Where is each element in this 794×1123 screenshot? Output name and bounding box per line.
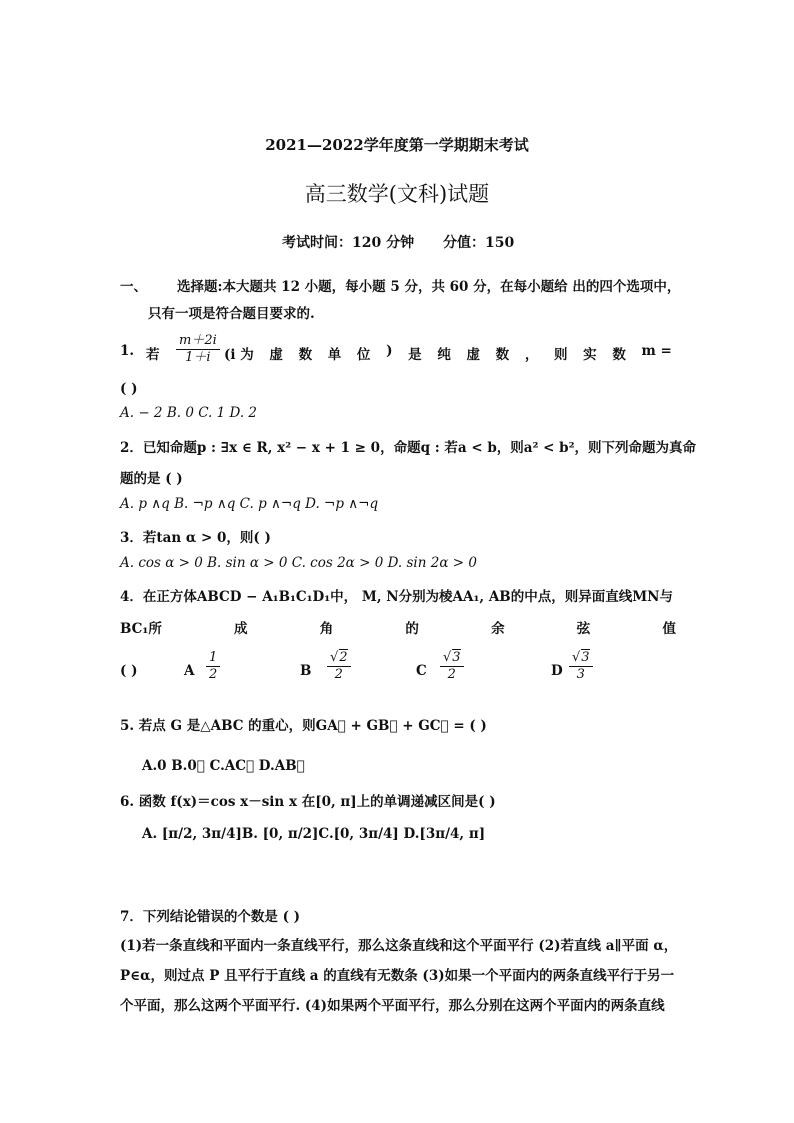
q1-answer-paren: ( ) [120,381,138,397]
q4-option-a-frac [206,650,220,683]
q1-word: 则 [554,347,568,363]
q4-a-num: 1 [206,650,220,667]
section-instruction-line1: 选择题:本大题共 12 小题，每小题 5 分，共 60 分，在每小题给 出的四个选项中， [177,279,681,295]
q1-word: 数 [298,347,313,363]
q2-stem-line2: 题的是 ( ) [120,471,183,487]
q5-options: A.0 B.0⃗ C.AC⃗ D.AB⃗ [142,758,305,774]
exam-score: 分值：150 [443,235,515,251]
q1-word: 数 [495,347,510,363]
q4-option-b-frac: $\frac{√2}{2}$ [327,650,351,683]
q1-frac-num: m＋2i [176,333,220,350]
q4-b-den: 2 [334,667,343,682]
q4-word: 角 [319,621,334,637]
q4-word: 值 [662,621,676,637]
q4-option-a-label: A [184,663,195,679]
q7-statement-line3: 个平面，那么这两个平面平行. (4)如果两个平面平行，那么分别在这两个平面内的两条直线 [120,998,665,1014]
q4-word: 余 [491,621,505,637]
q1-word: 是 [408,347,422,363]
q1-options: A. − 2 B. 0 C. 1 D. 2 [120,405,258,421]
q1-word: 位 [356,347,371,363]
paper-title: 高三数学(文科)试题 [304,182,490,206]
q1-spread-text [224,343,672,363]
q4-spread-text [120,617,676,637]
q4-c-den: 2 [447,667,456,682]
exam-time: 考试时间：120 分钟 [282,235,415,251]
q1-frac-den: 1＋i [185,350,211,365]
q4-answer-paren: ( ) [120,663,138,679]
q4-option-c-frac: $\frac{√3}{2}$ [440,650,464,683]
q3-options: A. cos α > 0 B. sin α > 0 C. cos 2α > 0 D. sin 2α > 0 [120,555,477,571]
q1-word: 实 [583,347,597,363]
q1-word: 单 [327,347,342,363]
q4-word: 的 [405,621,419,637]
q4-d-num: 3 [581,650,590,665]
q6-options: A. [π/2, 3π/4]B. [0, π/2]C.[0, 3π/4] D.[3π/4, π] [142,826,486,842]
q1-word: m = [641,343,672,359]
q4-a-den: 2 [209,667,218,682]
q4-word: 成 [234,621,248,637]
section-number: 一、 [120,279,147,295]
section-instruction-line2: 只有一项是符合题目要求的. [148,306,315,322]
q4-word: BC₁所 [120,621,162,637]
q1-word: 纯 [437,347,451,363]
q2-stem-line1: 2．已知命题p : ∃x ∈ R, x² − x + 1 ≥ 0，命题q : 若a < b，则a² < b²，则下列命题为真命 [120,440,697,456]
q4-option-d-label: D [551,663,563,679]
q1-word: (i 为 [224,347,254,363]
q7-statement-line2: P∈α，则过点 P 且平行于直线 a 的直线有无数条 (3)如果一个平面内的两条直线平行于另一 [120,968,675,984]
q4-stem-line1: 4．在正方体ABCD − A₁B₁C₁D₁中， M, N分别为棱AA₁, AB的中点，则异面直线MN与 [120,589,673,605]
q1-word: 虚 [466,347,480,363]
q1-fraction [176,333,220,366]
q4-word: 弦 [576,621,591,637]
q4-b-num: 2 [339,650,348,665]
q3-stem: 3．若tan α > 0，则( ) [120,530,271,546]
q1-word: ) [386,343,393,359]
q6-stem: 6. 函数 f(x)＝cos x－sin x 在[0, π]上的单调递减区间是( ) [120,794,496,810]
exam-title: 2021—2022学年度第一学期期末考试 [265,136,529,154]
q1-word: ， [524,347,539,363]
q4-option-d-frac: $\frac{√3}{3}$ [569,650,593,683]
q1-prefix: 若 [146,347,160,363]
q1-word: 数 [612,347,626,363]
q7-stem: 7．下列结论错误的个数是 ( ) [120,909,301,925]
q4-d-den: 3 [576,667,585,682]
q1-word: 虚 [269,347,283,363]
q4-option-c-label: C [416,663,427,679]
q2-options: A. p ∧q B. ¬p ∧q C. p ∧¬q D. ¬p ∧¬q [120,496,379,512]
q7-statement-line1: (1)若一条直线和平面内一条直线平行，那么这条直线和这个平面平行 (2)若直线 a∥平面 α， [120,938,678,954]
q1-number: 1. [120,343,135,359]
q5-stem: 5. 若点 G 是△ABC 的重心，则GA⃗ + GB⃗ + GC⃗ = ( ) [120,718,487,734]
q4-option-b-label: B [300,663,312,679]
q4-c-num: 3 [452,650,461,665]
